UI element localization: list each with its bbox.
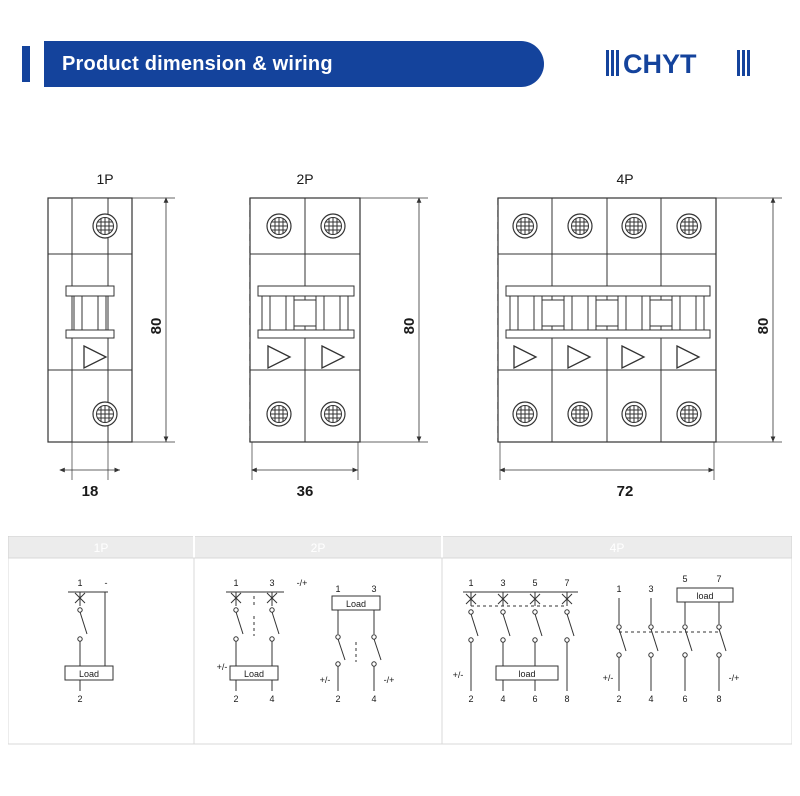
load-label-4p-left: load (518, 669, 536, 679)
page-title: Product dimension & wiring (62, 52, 333, 75)
wiring-column-header-2p: 2P (310, 541, 326, 555)
drawing-4p-height: 80 (755, 317, 772, 335)
terminal-label-6: 6 (532, 694, 538, 704)
load-label-2p-right: Load (345, 599, 367, 609)
terminal-label-7: 7 (564, 578, 570, 588)
load-label-4p-right: load (696, 591, 714, 601)
terminal-label-3: 3 (269, 578, 275, 588)
terminal-label-7: 7 (716, 574, 722, 584)
terminal-label-1: 1 (233, 578, 239, 588)
terminal-label-1: 1 (77, 578, 83, 588)
header-banner (44, 41, 544, 87)
polarity-label-bottom: +/- (216, 662, 228, 672)
terminal-label-4: 4 (269, 694, 275, 704)
terminal-label-1: 1 (616, 584, 622, 594)
wiring-column-header-1p: 1P (93, 541, 109, 555)
polarity-label-bottom-left: +/- (319, 675, 331, 685)
drawing-1p-label: 1P (96, 171, 114, 187)
terminal-label-4: 4 (648, 694, 654, 704)
drawing-2p-label: 2P (296, 171, 314, 187)
dimension-drawings (0, 140, 800, 510)
polarity-label-bottom: +/- (452, 670, 464, 680)
chyt-logo-icon (606, 46, 756, 80)
drawing-2p (250, 171, 428, 500)
wiring-table (8, 536, 792, 746)
header-accent-bar (22, 46, 30, 82)
drawing-2p-width: 36 (296, 483, 314, 500)
load-label-2p-left: Load (243, 669, 265, 679)
terminal-label-6: 6 (682, 694, 688, 704)
terminal-label-5: 5 (682, 574, 688, 584)
drawing-1p-height: 80 (148, 317, 165, 335)
drawing-4p-width: 72 (616, 483, 634, 500)
terminal-label-8: 8 (716, 694, 722, 704)
terminal-label-5: 5 (532, 578, 538, 588)
terminal-label-4: 4 (371, 694, 377, 704)
terminal-label-2: 2 (616, 694, 622, 704)
polarity-label-bottom-right: -/+ (383, 675, 395, 685)
svg-text:CHYT: CHYT (623, 49, 697, 79)
load-label-1p: Load (78, 669, 100, 679)
terminal-label-3: 3 (500, 578, 506, 588)
polarity-label-bottom-left: +/- (602, 673, 614, 683)
neutral-label: - (104, 578, 108, 588)
terminal-label-2: 2 (335, 694, 341, 704)
terminal-label-4: 4 (500, 694, 506, 704)
polarity-label-top: -/+ (296, 578, 308, 588)
drawing-1p-width: 18 (81, 483, 99, 500)
page-header (0, 34, 800, 96)
polarity-label-bottom-right: -/+ (728, 673, 740, 683)
drawing-4p-label: 4P (616, 171, 634, 187)
terminal-label-8: 8 (564, 694, 570, 704)
terminal-label-3: 3 (648, 584, 654, 594)
terminal-label-3: 3 (371, 584, 377, 594)
terminal-label-1: 1 (468, 578, 474, 588)
drawing-2p-height: 80 (401, 317, 418, 335)
brand-logo (606, 46, 756, 80)
wiring-column-header-4p: 4P (609, 541, 625, 555)
terminal-label-2: 2 (77, 694, 83, 704)
drawing-4p (498, 171, 782, 500)
terminal-label-1: 1 (335, 584, 341, 594)
terminal-label-2: 2 (233, 694, 239, 704)
terminal-label-2: 2 (468, 694, 474, 704)
drawing-1p (48, 171, 175, 500)
